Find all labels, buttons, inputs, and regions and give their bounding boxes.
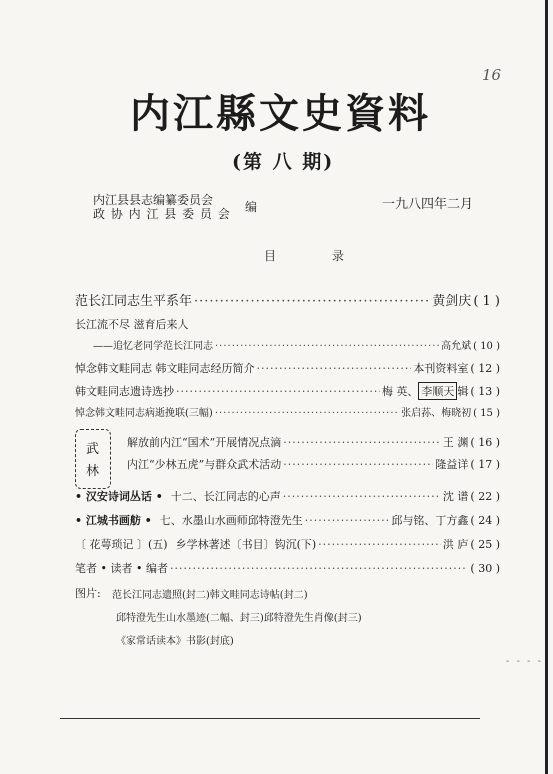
toc-entry-page: ( 17 ) [470, 458, 500, 471]
toc-entry-page: ( 10 ) [473, 341, 500, 352]
toc-entry[interactable] [75, 360, 500, 376]
toc-section-label: • 江城书画舫 • [75, 514, 152, 527]
toc-entry-title: 韩文畦同志遗诗选抄 [75, 385, 174, 398]
toc-entry[interactable] [75, 488, 500, 504]
toc-leader-dots [305, 514, 390, 527]
toc-entry-title: 乡学林著述〔书目〕钩沉(下) [175, 538, 317, 551]
toc-entry-title: 悼念韩文畦同志 韩文畦同志经历简介 [75, 362, 255, 375]
toc-entry-author-boxed: 李顺天 [418, 382, 457, 400]
toc-leader-dots [283, 436, 441, 449]
toc-entry-title: 内江“少林五虎”与群众武术活动 [127, 458, 282, 471]
toc-entry[interactable] [75, 512, 500, 528]
toc-leader-dots [194, 294, 430, 309]
toc-entry-title: 解放前内江“国术”开展情况点滴 [127, 436, 282, 449]
toc-leader-dots [318, 538, 441, 551]
pictures-line-3: 《家常话读本》书影(封底) [116, 636, 234, 647]
page-edge-bar [545, 0, 548, 774]
toc-entry-author: 沈 谱 [442, 490, 469, 503]
toc-entry[interactable] [127, 456, 500, 472]
toc-entry-title: ——追忆老同学范长江同志 [93, 341, 213, 352]
toc-leader-dots [170, 562, 466, 575]
toc-entry-title: 长江流不尽 滋育后来人 [75, 318, 189, 331]
toc-leader-dots [215, 408, 399, 419]
toc-leader-dots [257, 362, 412, 375]
toc-entry-page: ( 30 ) [470, 562, 500, 575]
toc-entry-author: 张启荪、梅晓初 [401, 408, 472, 419]
toc-entry-page: ( 1 ) [473, 294, 500, 309]
badge-char-1: 武 [86, 442, 100, 457]
toc-entry[interactable] [75, 290, 500, 309]
badge-char-2: 林 [86, 464, 100, 479]
toc-section-label: • 汉安诗词丛话 • [75, 490, 163, 503]
toc-entry[interactable] [127, 434, 500, 450]
publisher-line-2: 政 协 内 江 县 委 员 会 [93, 207, 231, 221]
page-mark: 16 [482, 66, 502, 84]
toc-entry-author: 高允斌 [441, 341, 472, 352]
toc-entry-page: ( 22 ) [470, 490, 500, 503]
toc-entry-page: ( 24 ) [470, 514, 500, 527]
toc-entry-title: 七、水墨山水画师邱特澄先生 [159, 514, 303, 527]
toc-leader-dots [283, 490, 441, 503]
toc-entry-page: ( 25 ) [470, 538, 500, 551]
toc-entry[interactable] [75, 382, 500, 400]
issue-number: (第 八 期) [232, 151, 335, 173]
toc-leader-dots [176, 385, 380, 398]
publication-title: 内江縣文史資料 [130, 90, 431, 137]
toc-section-label: 〔 花萼琐记 〕(五) [75, 538, 168, 551]
publisher-line-1: 内江县县志编纂委员会 [93, 193, 214, 207]
toc-entry-title: 笔者 • 读者 • 编者 [75, 562, 168, 575]
footer-rule [60, 718, 480, 719]
toc-entry-page: ( 13 ) [470, 385, 500, 398]
toc-entry-author: 洪 庐 [442, 538, 469, 551]
toc-entry-title: 悼念韩文畦同志病逝挽联(三幅) [75, 408, 213, 419]
toc-entry[interactable] [75, 560, 500, 576]
pictures-line-1: 范长江同志遗照(封二)韩文畦同志诗帖(封二) [112, 590, 308, 601]
toc-heading: 目 录 [264, 249, 370, 263]
pictures-label: 图片: [75, 587, 101, 600]
toc-entry-title: 范长江同志生平系年 [75, 294, 193, 309]
toc-entry[interactable] [75, 404, 500, 419]
toc-entry-author: 王 渊 [442, 436, 469, 449]
toc-entry-author: 邱与铭、丁方鑫 [391, 514, 469, 527]
toc-leader-dots [283, 458, 433, 471]
toc-entry[interactable] [75, 316, 189, 332]
toc-entry-title: 十二、长江同志的心声 [170, 490, 281, 503]
toc-entry-page: ( 15 ) [473, 408, 500, 419]
toc-entry[interactable] [75, 536, 500, 552]
toc-entry-author: 梅 英、 [381, 385, 419, 398]
toc-entry-author: 本刊资料室 [413, 362, 469, 375]
toc-entry-author: 黄剑庆 [432, 294, 472, 309]
publication-date: 一九八四年二月 [382, 197, 474, 212]
toc-entry-page: ( 12 ) [470, 362, 500, 375]
toc-entry[interactable] [93, 337, 500, 352]
wulin-section-badge [75, 429, 111, 489]
stray-mark: - - - - [506, 656, 544, 667]
publisher-suffix: 编 [245, 200, 258, 214]
toc-leader-dots [215, 341, 439, 352]
toc-entry-author: 隆益详 [435, 458, 469, 471]
pictures-line-2: 邱特澄先生山水墨迹(二幅、封三)邱特澄先生肖像(封三) [116, 613, 362, 624]
toc-entry-author-suffix: 辑 [457, 385, 469, 398]
toc-entry-page: ( 16 ) [470, 436, 500, 449]
